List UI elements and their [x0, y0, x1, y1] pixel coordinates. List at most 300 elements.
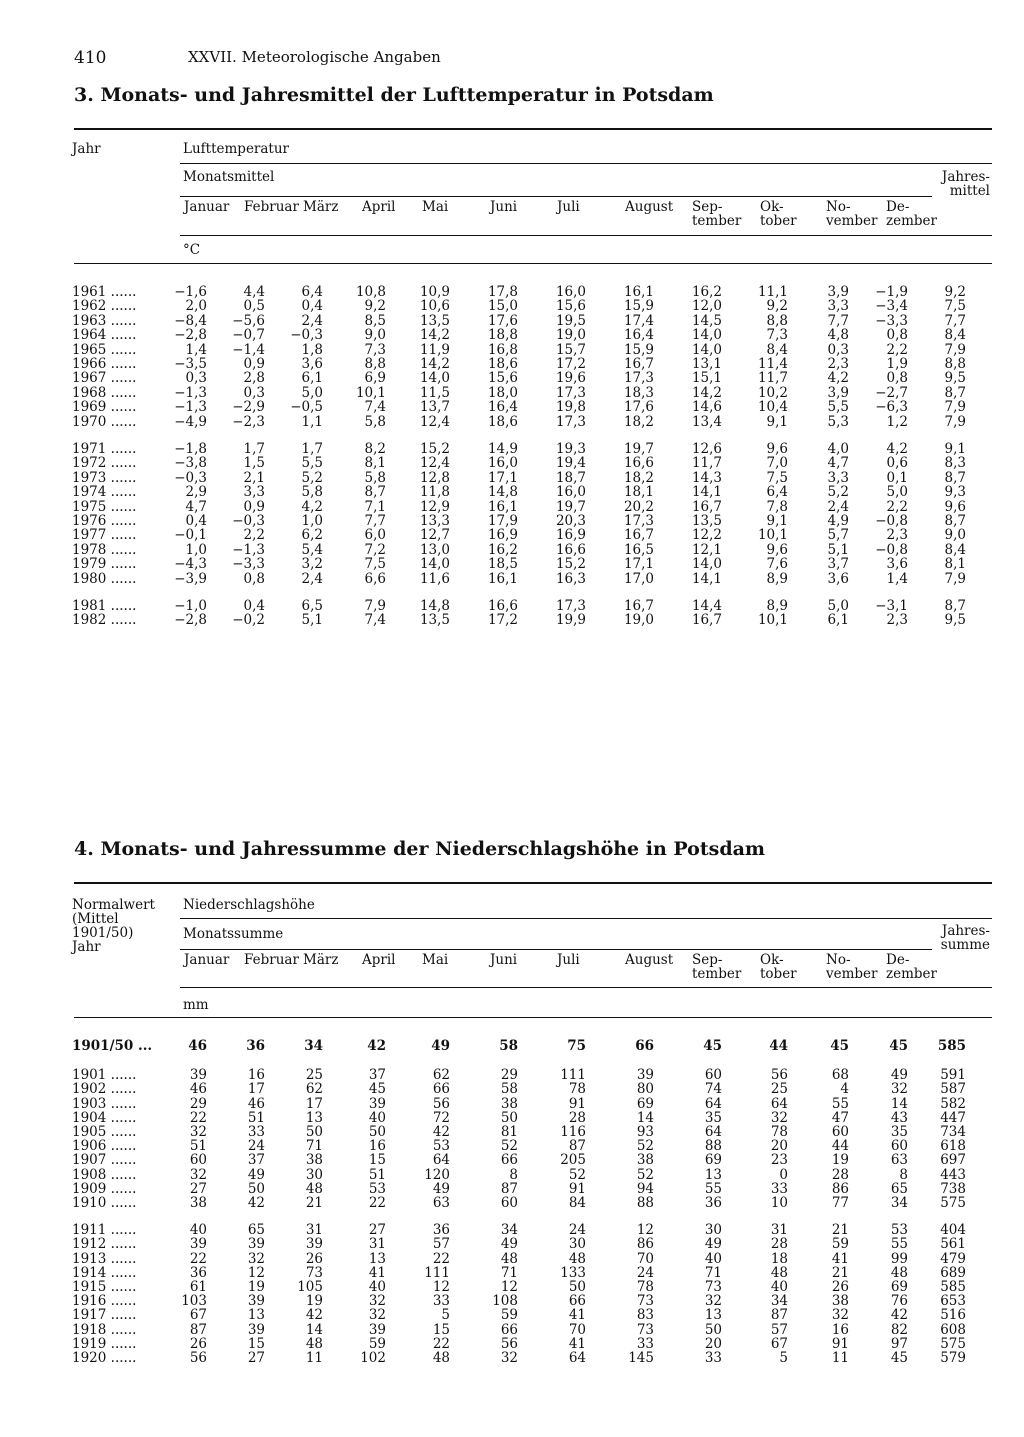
precipitation-month-header: Januar — [184, 952, 230, 968]
temperature-row-year: 1970 ...... — [72, 413, 137, 430]
temperature-table-cell: 14,5 — [691, 312, 722, 329]
temperature-row-year: 1963 ...... — [72, 312, 137, 329]
temperature-table-cell: 13,1 — [691, 356, 722, 372]
temperature-table-cell: 1,9 — [886, 356, 908, 372]
precipitation-table-cell: 86 — [636, 1236, 654, 1253]
temperature-table-cell: −1,3 — [174, 399, 207, 416]
temperature-table-cell: 9,1 — [944, 441, 966, 457]
temperature-table-cell: 3,7 — [827, 556, 849, 573]
temperature-table-cell: 3,6 — [886, 556, 908, 573]
temperature-table-cell: −0,3 — [290, 327, 323, 344]
temperature-table-cell: 14,8 — [487, 484, 518, 501]
precipitation-row-year: 1905 ...... — [72, 1124, 137, 1140]
precipitation-table-cell: 62 — [432, 1067, 450, 1084]
temperature-table-cell: 7,0 — [766, 455, 788, 472]
precipitation-row-year: 1916 ...... — [72, 1293, 137, 1310]
temperature-row-year: 1967 ...... — [72, 370, 137, 387]
precipitation-table-cell: 44 — [831, 1138, 849, 1155]
temperature-table-cell: 12,1 — [691, 541, 722, 558]
temperature-table-cell: 16,7 — [691, 498, 722, 515]
precipitation-table-cell: 63 — [432, 1195, 450, 1211]
temperature-row-year: 1969 ...... — [72, 399, 137, 416]
precipitation-table-cell: 70 — [636, 1250, 654, 1267]
temperature-table-cell: 0,5 — [243, 298, 265, 315]
temperature-table-cell: 5,1 — [301, 612, 323, 629]
temperature-table-cell: 12,2 — [691, 527, 722, 544]
precipitation-table-cell: 15 — [368, 1152, 386, 1169]
precipitation-table-cell: 87 — [568, 1138, 586, 1155]
temperature-table-cell: 2,0 — [185, 298, 207, 315]
precipitation-table-cell: 71 — [500, 1264, 518, 1281]
precipitation-table-cell: 81 — [500, 1124, 518, 1140]
temperature-table-cell: 4,2 — [827, 370, 849, 387]
precipitation-month-header: Juni — [490, 952, 518, 968]
temperature-table-cell: 19,7 — [623, 441, 654, 457]
temperature-table-cell: 9,2 — [944, 284, 966, 300]
temperature-table-cell: 14,8 — [419, 598, 450, 614]
precipitation-table-cell: 57 — [432, 1236, 450, 1253]
precipitation-table-cell: 40 — [368, 1279, 386, 1295]
precipitation-table-cell: 8 — [509, 1166, 518, 1183]
precipitation-table-cell: 738 — [940, 1180, 966, 1197]
temperature-table-cell: −0,2 — [232, 612, 265, 629]
temperature-month-header: Februar — [244, 199, 299, 215]
precipitation-table-cell: 443 — [940, 1166, 966, 1183]
temperature-table-cell: −0,5 — [290, 399, 323, 416]
temperature-table-cell: −2,8 — [174, 327, 207, 344]
temperature-table-cell: 0,6 — [886, 455, 908, 472]
precipitation-row-year: 1906 ...... — [72, 1138, 137, 1155]
precipitation-row-year: 1909 ...... — [72, 1180, 137, 1197]
temperature-table-cell: 10,1 — [757, 612, 788, 629]
temperature-table-cell: 15,2 — [419, 441, 450, 457]
precipitation-table-cell: 108 — [492, 1293, 518, 1310]
temperature-table-cell: 11,6 — [419, 570, 450, 587]
precipitation-row-year: 1901/50 ... — [72, 1038, 153, 1054]
temperature-table-cell: 14,0 — [419, 370, 450, 387]
precipitation-table-cell: 561 — [940, 1236, 966, 1253]
temperature-table-cell: −3,4 — [875, 298, 908, 315]
precipitation-table-cell: 88 — [704, 1138, 722, 1155]
temperature-table-cell: 16,3 — [555, 570, 586, 587]
temperature-table-cell: 9,2 — [766, 298, 788, 315]
precipitation-table-cell: 70 — [568, 1321, 586, 1338]
precipitation-table-cell: 87 — [500, 1180, 518, 1197]
precipitation-table-cell: 60 — [704, 1067, 722, 1084]
temperature-table-cell: 5,1 — [827, 541, 849, 558]
temperature-table-cell: 4,9 — [827, 513, 849, 529]
temperature-table-cell: 0,4 — [185, 513, 207, 529]
temperature-table-cell: 11,1 — [757, 284, 788, 300]
temperature-table-cell: 16,9 — [487, 527, 518, 544]
temperature-table-cell: 11,9 — [419, 341, 450, 358]
precipitation-row-year: 1904 ...... — [72, 1109, 137, 1126]
precipitation-table-cell: 76 — [890, 1293, 908, 1310]
precipitation-table-cell: 87 — [189, 1321, 207, 1338]
precipitation-group-rule — [180, 918, 992, 919]
precipitation-row-year: 1901 ...... — [72, 1067, 137, 1084]
temperature-table-cell: −0,3 — [174, 469, 207, 486]
temperature-table-cell: 0,4 — [243, 598, 265, 614]
precipitation-table-cell: 5 — [779, 1350, 788, 1366]
precipitation-table-cell: 64 — [770, 1095, 788, 1112]
precipitation-table-cell: 10 — [770, 1195, 788, 1211]
temperature-table-cell: 1,5 — [243, 455, 265, 472]
precipitation-table-cell: 59 — [368, 1335, 386, 1352]
temperature-table-cell: 3,2 — [301, 556, 323, 573]
precipitation-table-cell: 40 — [704, 1250, 722, 1267]
temperature-table-cell: 0,1 — [886, 469, 908, 486]
running-title: XXVII. Meteorologische Angaben — [188, 48, 441, 66]
precipitation-table-cell: 48 — [305, 1335, 323, 1352]
temperature-table-cell: 0,9 — [243, 498, 265, 515]
precipitation-month-header: April — [362, 952, 396, 968]
temperature-table-cell: 0,3 — [243, 384, 265, 401]
precipitation-table-cell: 41 — [368, 1264, 386, 1281]
precipitation-table-cell: 78 — [568, 1081, 586, 1098]
temperature-table-cell: 16,7 — [623, 598, 654, 614]
temperature-row-year: 1972 ...... — [72, 455, 137, 472]
precipitation-table-cell: 73 — [636, 1321, 654, 1338]
precipitation-month-header: Mai — [422, 952, 449, 968]
temperature-table-cell: 5,7 — [827, 527, 849, 544]
temperature-row-year: 1968 ...... — [72, 384, 137, 401]
temperature-table-cell: 8,1 — [364, 455, 386, 472]
precipitation-table-cell: 33 — [770, 1180, 788, 1197]
temperature-table-cell: 8,4 — [944, 327, 966, 344]
temperature-table-cell: −2,9 — [232, 399, 265, 416]
precipitation-table-cell: 40 — [368, 1109, 386, 1126]
precipitation-table-cell: 64 — [704, 1095, 722, 1112]
temperature-month-header: No- vember — [826, 199, 878, 229]
temperature-table-cell: 1,0 — [301, 513, 323, 529]
temperature-table-cell: 1,4 — [185, 341, 207, 358]
temperature-table-cell: 15,6 — [555, 298, 586, 315]
precipitation-table-cell: 97 — [890, 1335, 908, 1352]
precipitation-table-cell: 4 — [840, 1081, 849, 1098]
temperature-table-cell: 16,5 — [623, 541, 654, 558]
temperature-table-cell: 9,2 — [364, 298, 386, 315]
precipitation-table-cell: 28 — [770, 1236, 788, 1253]
precipitation-table-cell: 21 — [305, 1195, 323, 1211]
temperature-table-cell: −3,8 — [174, 455, 207, 472]
precipitation-table-cell: 36 — [432, 1222, 450, 1239]
precipitation-table-cell: 67 — [770, 1335, 788, 1352]
temperature-table-cell: 4,2 — [301, 498, 323, 515]
temperature-table-cell: 16,0 — [555, 284, 586, 300]
temperature-table-cell: 17,9 — [487, 513, 518, 529]
temperature-table-cell: 16,2 — [487, 541, 518, 558]
temperature-table-cell: 17,1 — [487, 469, 518, 486]
precipitation-table-cell: 51 — [368, 1166, 386, 1183]
temperature-table-cell: 7,9 — [944, 399, 966, 416]
temperature-table-cell: 13,4 — [691, 413, 722, 430]
page-number: 410 — [74, 48, 107, 68]
temperature-table-cell: 9,1 — [766, 513, 788, 529]
precipitation-table-cell: 591 — [940, 1067, 966, 1084]
precipitation-table-cell: 57 — [770, 1321, 788, 1338]
temperature-table-cell: 16,6 — [555, 541, 586, 558]
precipitation-month-header: Ok- tober — [760, 952, 797, 982]
precipitation-table-cell: 40 — [770, 1279, 788, 1295]
precipitation-table-cell: 66 — [500, 1321, 518, 1338]
temperature-table-cell: 6,1 — [301, 370, 323, 387]
precipitation-table-cell: 53 — [432, 1138, 450, 1155]
temperature-table-cell: −1,3 — [232, 541, 265, 558]
precipitation-table-cell: 52 — [500, 1138, 518, 1155]
temperature-table-cell: 11,5 — [419, 384, 450, 401]
temperature-table-cell: 19,5 — [555, 312, 586, 329]
precipitation-table-cell: 42 — [890, 1307, 908, 1324]
precipitation-table-cell: 575 — [940, 1195, 966, 1211]
temperature-table-cell: 8,1 — [944, 556, 966, 573]
temperature-top-rule — [74, 128, 992, 130]
temperature-table-cell: 5,5 — [827, 399, 849, 416]
precipitation-table-cell: 29 — [500, 1067, 518, 1084]
precipitation-table-cell: 33 — [636, 1335, 654, 1352]
precipitation-month-header: No- vember — [826, 952, 878, 982]
temperature-table-cell: 17,4 — [623, 312, 654, 329]
temperature-row-year: 1978 ...... — [72, 541, 137, 558]
precipitation-table-cell: 49 — [432, 1180, 450, 1197]
precipitation-table-cell: 133 — [560, 1264, 586, 1281]
temperature-table-cell: 18,6 — [487, 356, 518, 372]
precipitation-month-header: März — [303, 952, 339, 968]
temperature-table-cell: 16,0 — [555, 484, 586, 501]
temperature-row-year: 1974 ...... — [72, 484, 137, 501]
temperature-row-year: 1981 ...... — [72, 598, 137, 614]
precipitation-table-cell: 19 — [247, 1279, 265, 1295]
temperature-table-cell: 19,0 — [555, 327, 586, 344]
precipitation-group-header: Niederschlagshöhe — [183, 897, 315, 913]
temperature-table-cell: −3,1 — [875, 598, 908, 614]
precipitation-table-cell: 41 — [568, 1307, 586, 1324]
precipitation-table-cell: 15 — [432, 1321, 450, 1338]
temperature-table-cell: 13,3 — [419, 513, 450, 529]
precipitation-table-cell: 35 — [704, 1109, 722, 1126]
precipitation-row-year: 1911 ...... — [72, 1222, 137, 1239]
temperature-table-cell: 18,2 — [623, 413, 654, 430]
temperature-table-cell: 8,8 — [364, 356, 386, 372]
temperature-month-header: Juli — [557, 199, 580, 215]
temperature-table-cell: 14,6 — [691, 399, 722, 416]
temperature-table-cell: 17,0 — [623, 570, 654, 587]
precipitation-top-rule — [74, 882, 992, 884]
precipitation-table-cell: 50 — [704, 1321, 722, 1338]
precipitation-table-cell: 48 — [432, 1350, 450, 1366]
precipitation-table-cell: 88 — [636, 1195, 654, 1211]
temperature-table-cell: 13,5 — [691, 513, 722, 529]
temperature-table-cell: 14,9 — [487, 441, 518, 457]
precipitation-normal-cell: 58 — [499, 1038, 518, 1054]
precipitation-table-cell: 36 — [189, 1264, 207, 1281]
precipitation-table-cell: 39 — [189, 1067, 207, 1084]
precipitation-table-cell: 52 — [568, 1166, 586, 1183]
temperature-table-cell: 16,7 — [623, 356, 654, 372]
temperature-table-cell: 16,6 — [487, 598, 518, 614]
temperature-table-cell: −1,6 — [174, 284, 207, 300]
temperature-table-cell: 8,2 — [364, 441, 386, 457]
precipitation-table-cell: 37 — [247, 1152, 265, 1169]
precipitation-table-cell: 87 — [770, 1307, 788, 1324]
precipitation-unit-label: mm — [183, 997, 209, 1013]
temperature-table-cell: 16,7 — [623, 527, 654, 544]
precipitation-table-cell: 82 — [890, 1321, 908, 1338]
temperature-month-header: April — [362, 199, 396, 215]
temperature-table-cell: 2,1 — [243, 469, 265, 486]
temperature-row-year: 1964 ...... — [72, 327, 137, 344]
precipitation-table-cell: 734 — [940, 1124, 966, 1140]
temperature-table-cell: 17,3 — [623, 513, 654, 529]
precipitation-table-cell: 52 — [636, 1138, 654, 1155]
temperature-table-cell: 14,0 — [691, 341, 722, 358]
precipitation-table-cell: 39 — [247, 1293, 265, 1310]
temperature-table-cell: −2,7 — [875, 384, 908, 401]
temperature-table-cell: 13,5 — [419, 612, 450, 629]
precipitation-month-header: Sep- tember — [692, 952, 742, 982]
temperature-table-cell: 2,4 — [301, 570, 323, 587]
precipitation-normal-cell: 49 — [431, 1038, 450, 1054]
precipitation-row-year: 1903 ...... — [72, 1095, 137, 1112]
temperature-table-cell: 6,4 — [301, 284, 323, 300]
precipitation-annual-header: Jahres- summe — [940, 923, 990, 953]
temperature-table-cell: 14,0 — [419, 556, 450, 573]
precipitation-table-cell: 73 — [636, 1293, 654, 1310]
temperature-table-cell: 0,3 — [185, 370, 207, 387]
precipitation-normal-cell: 45 — [703, 1038, 722, 1054]
temperature-table-cell: 16,1 — [623, 284, 654, 300]
temperature-table-cell: 7,4 — [364, 399, 386, 416]
precipitation-table-cell: 56 — [432, 1095, 450, 1112]
temperature-table-cell: 9,6 — [766, 441, 788, 457]
precipitation-table-cell: 49 — [500, 1236, 518, 1253]
temperature-table-cell: 7,7 — [364, 513, 386, 529]
precipitation-table-cell: 111 — [424, 1264, 450, 1281]
temperature-row-year: 1966 ...... — [72, 356, 137, 372]
temperature-table-cell: 11,4 — [757, 356, 788, 372]
precipitation-row-year: 1914 ...... — [72, 1264, 137, 1281]
precipitation-table-cell: 50 — [500, 1109, 518, 1126]
temperature-table-cell: 15,9 — [623, 341, 654, 358]
precipitation-row-year: 1920 ...... — [72, 1350, 137, 1366]
precipitation-month-header: August — [625, 952, 674, 968]
precipitation-table-cell: 41 — [831, 1250, 849, 1267]
precipitation-table-cell: 16 — [368, 1138, 386, 1155]
precipitation-table-cell: 72 — [432, 1109, 450, 1126]
precipitation-table-cell: 56 — [500, 1335, 518, 1352]
precipitation-table-cell: 77 — [831, 1195, 849, 1211]
temperature-table-cell: 14,1 — [691, 570, 722, 587]
temperature-row-year: 1961 ...... — [72, 284, 137, 300]
precipitation-table-cell: 47 — [831, 1109, 849, 1126]
temperature-table-cell: 9,0 — [944, 527, 966, 544]
temperature-table-cell: 1,8 — [301, 341, 323, 358]
temperature-table-cell: 7,7 — [944, 312, 966, 329]
temperature-table-cell: 5,0 — [886, 484, 908, 501]
temperature-table-cell: 8,4 — [944, 541, 966, 558]
temperature-table-cell: −0,8 — [875, 541, 908, 558]
precipitation-month-header: De- zember — [886, 952, 937, 982]
precipitation-table-cell: 84 — [568, 1195, 586, 1211]
precipitation-table-cell: 48 — [770, 1264, 788, 1281]
temperature-table-cell: 16,9 — [555, 527, 586, 544]
temperature-table-cell: 9,3 — [944, 484, 966, 501]
precipitation-subgroup-header: Monatssumme — [183, 926, 284, 942]
temperature-unit-label: °C — [183, 242, 201, 258]
temperature-table-cell: 1,4 — [886, 570, 908, 587]
precipitation-table-cell: 116 — [560, 1124, 586, 1140]
temperature-table-cell: 18,2 — [623, 469, 654, 486]
temperature-table-cell: 16,2 — [691, 284, 722, 300]
precipitation-table-cell: 39 — [636, 1067, 654, 1084]
precipitation-table-cell: 16 — [247, 1067, 265, 1084]
temperature-table-cell: 11,7 — [757, 370, 788, 387]
temperature-table-cell: 9,0 — [364, 327, 386, 344]
temperature-table-cell: 16,4 — [487, 399, 518, 416]
temperature-table-cell: 3,9 — [827, 384, 849, 401]
precipitation-table-cell: 689 — [940, 1264, 966, 1281]
temperature-table-cell: 15,2 — [555, 556, 586, 573]
temperature-table-cell: 9,5 — [944, 370, 966, 387]
temperature-group-rule — [180, 163, 992, 164]
temperature-table-cell: −0,8 — [875, 513, 908, 529]
temperature-table-cell: 14,3 — [691, 469, 722, 486]
temperature-table-cell: 6,0 — [364, 527, 386, 544]
precipitation-normal-cell: 42 — [367, 1038, 386, 1054]
precipitation-table-cell: 45 — [890, 1350, 908, 1366]
precipitation-table-cell: 17 — [305, 1095, 323, 1112]
precipitation-table-cell: 46 — [189, 1081, 207, 1098]
precipitation-table-cell: 11 — [831, 1350, 849, 1366]
precipitation-row-year: 1913 ...... — [72, 1250, 137, 1267]
temperature-table-cell: 8,7 — [944, 598, 966, 614]
precipitation-table-cell: 50 — [305, 1124, 323, 1140]
precipitation-table-cell: 608 — [940, 1321, 966, 1338]
precipitation-table-cell: 68 — [831, 1067, 849, 1084]
temperature-row-year: 1965 ...... — [72, 341, 137, 358]
precipitation-table-cell: 32 — [189, 1124, 207, 1140]
precipitation-normal-cell: 44 — [769, 1038, 788, 1054]
precipitation-table-cell: 66 — [432, 1081, 450, 1098]
temperature-table-cell: 4,7 — [827, 455, 849, 472]
precipitation-table-cell: 48 — [890, 1264, 908, 1281]
precipitation-table-cell: 94 — [636, 1180, 654, 1197]
temperature-table-cell: 6,5 — [301, 598, 323, 614]
precipitation-table-cell: 91 — [568, 1095, 586, 1112]
precipitation-table-cell: 53 — [368, 1180, 386, 1197]
temperature-table-cell: 9,5 — [944, 612, 966, 629]
precipitation-table-cell: 66 — [568, 1293, 586, 1310]
precipitation-table-cell: 22 — [432, 1335, 450, 1352]
precipitation-table-cell: 39 — [189, 1236, 207, 1253]
precipitation-table-cell: 120 — [424, 1166, 450, 1183]
precipitation-table-cell: 86 — [831, 1180, 849, 1197]
temperature-month-header: Ok- tober — [760, 199, 797, 229]
temperature-table-cell: 8,7 — [944, 469, 966, 486]
precipitation-subgroup-rule — [180, 949, 932, 950]
temperature-table-cell: 4,2 — [886, 441, 908, 457]
precipitation-table-cell: 48 — [568, 1250, 586, 1267]
temperature-table-cell: 3,3 — [243, 484, 265, 501]
precipitation-table-cell: 18 — [770, 1250, 788, 1267]
precipitation-table-cell: 19 — [831, 1152, 849, 1169]
temperature-table-cell: 7,9 — [364, 598, 386, 614]
temperature-table-cell: 10,6 — [419, 298, 450, 315]
precipitation-table-cell: 78 — [636, 1279, 654, 1295]
temperature-month-header: März — [303, 199, 339, 215]
temperature-table-cell: 8,9 — [766, 570, 788, 587]
temperature-table-cell: 3,9 — [827, 284, 849, 300]
